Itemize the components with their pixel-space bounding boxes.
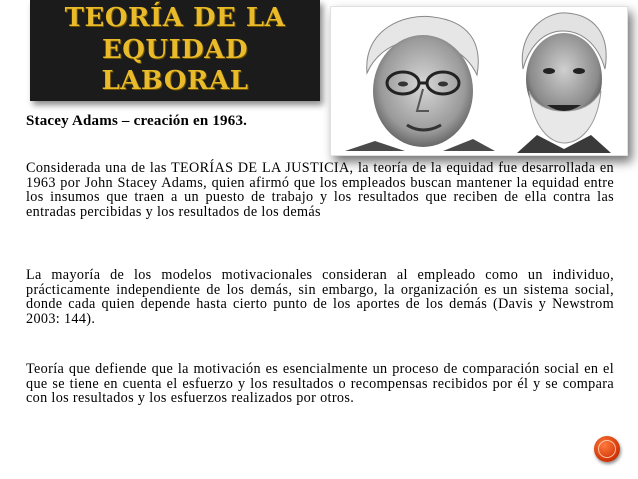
- paragraph-social-comparison: Teoría que defiende que la motivación es esencialmente un proceso de comparación social en el que se tiene en cuenta el esfuerzo y los resultados o recompensas recibidos por él y se compara con los resultados y los esfuerzos realizados por otros.: [26, 361, 614, 406]
- slide-title-line-3: LABORAL: [101, 66, 249, 96]
- paragraph-motivational-models: La mayoría de los modelos motivacionales consideran al empleado como un individuo, prácticamente independiente de los demás, sin embargo, la organización es un sistema social, donde cada quien depende hasta cierto punto de los aportes de los demás (Davis y Newstrom 2003: 144).: [26, 267, 614, 327]
- portrait-right-image: [507, 9, 619, 153]
- title-banner: [30, 0, 320, 101]
- next-slide-button[interactable]: [594, 436, 620, 462]
- paragraph-equity-definition: Considerada una de las TEORÍAS DE LA JUSTICIA, la teoría de la equidad fue desarrollada en 1963 por John Stacey Adams, quien afirmó que los empleados buscan mantener la equidad entre los insumos que traen a un puesto de trabajo y los resultados que reciben de ella contra las entradas percibidas y los resultados de los demás: [26, 160, 614, 220]
- slide-title-line-2: EQUIDAD: [101, 35, 249, 65]
- portrait-left-image: [345, 11, 495, 151]
- circle-icon: [598, 440, 616, 458]
- photo-frame: [330, 6, 628, 156]
- slide-title-line-1: TEORÍA DE LA: [64, 3, 286, 33]
- slide-subtitle: Stacey Adams – creación en 1963.: [26, 113, 248, 129]
